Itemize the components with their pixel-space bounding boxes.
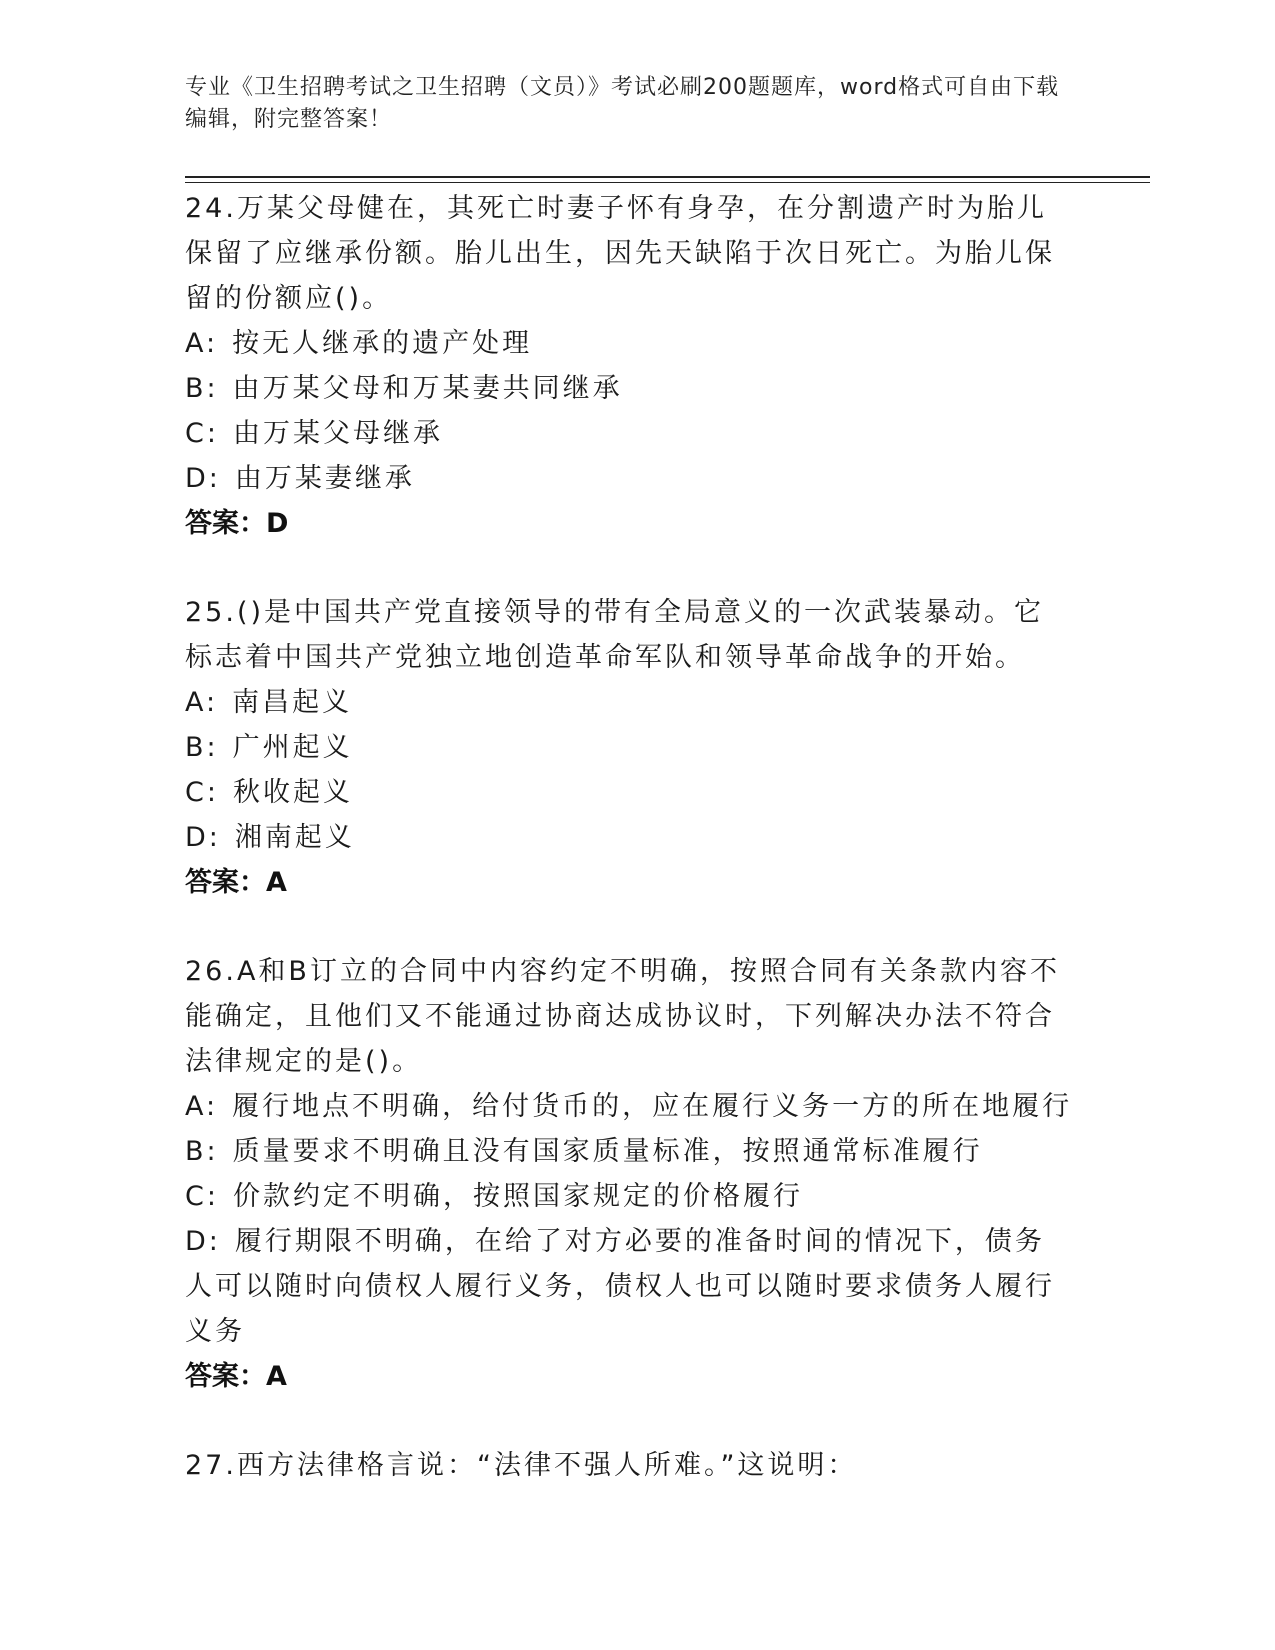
option-text: 由万某父母和万某妻共同继承 [232, 373, 623, 404]
option-text: 南昌起义 [232, 687, 353, 718]
option-key: C: [185, 1181, 219, 1212]
question-text [185, 186, 1065, 321]
question-24 [185, 186, 1145, 546]
question-25 [185, 590, 1145, 905]
option-key: D: [185, 463, 221, 494]
spacer [185, 1399, 1145, 1443]
option-key: A: [185, 687, 219, 718]
option-text: 由万某父母继承 [232, 418, 443, 449]
question-26 [185, 949, 1145, 1399]
option-key: B: [185, 1136, 219, 1167]
option-b [185, 725, 1145, 770]
option-text: 履行期限不明确，在给了对方必要的准备时间的情况下，债务人可以随时向债权人履行义务，债权人也可以随时要求债务人履行义务 [185, 1226, 1055, 1347]
option-c [185, 411, 1145, 456]
option-d [185, 815, 1145, 860]
answer: 答案：A [185, 867, 287, 898]
option-text: 由万某妻继承 [234, 463, 415, 494]
question-27 [185, 1443, 1145, 1488]
option-b [185, 366, 1145, 411]
question-body: 万某父母健在，其死亡时妻子怀有身孕，在分割遗产时为胎儿保留了应继承份额。胎儿出生，因先天缺陷于次日死亡。为胎儿保留的份额应()。 [185, 193, 1055, 314]
question-text [185, 949, 1065, 1084]
question-number: 26. [185, 956, 237, 987]
question-number: 24. [185, 193, 237, 224]
option-text: 质量要求不明确且没有国家质量标准，按照通常标准履行 [232, 1136, 983, 1167]
option-text: 秋收起义 [232, 777, 353, 808]
spacer [185, 905, 1145, 949]
option-key: A: [185, 1091, 219, 1122]
question-body: A和B订立的合同中内容约定不明确，按照合同有关条款内容不能确定，且他们又不能通过协商达成协议时，下列解决办法不符合法律规定的是()。 [185, 956, 1060, 1077]
option-text: 广州起义 [232, 732, 353, 763]
question-body: 西方法律格言说：“法律不强人所难。”这说明： [236, 1450, 858, 1481]
option-a [185, 680, 1145, 725]
option-d [185, 1219, 1065, 1354]
question-number: 27. [185, 1450, 237, 1481]
option-key: D: [185, 1226, 221, 1257]
question-text [185, 1443, 1065, 1488]
option-key: B: [185, 373, 219, 404]
option-text: 履行地点不明确，给付货币的，应在履行义务一方的所在地履行 [232, 1091, 1073, 1122]
spacer [185, 546, 1145, 590]
document-header: 专业《卫生招聘考试之卫生招聘（文员）》考试必刷200题题库，word格式可自由下载编辑，附完整答案！ [185, 75, 1060, 132]
option-c [185, 770, 1145, 815]
option-key: D: [185, 822, 221, 853]
question-number: 25. [185, 597, 237, 628]
option-a [185, 1084, 1145, 1129]
answer: 答案：A [185, 1361, 287, 1392]
header-divider-thick [185, 176, 1150, 178]
option-b [185, 1129, 1145, 1174]
answer: 答案：D [185, 508, 289, 539]
option-key: C: [185, 418, 219, 449]
option-text: 湘南起义 [234, 822, 355, 853]
option-key: C: [185, 777, 219, 808]
question-text [185, 590, 1065, 680]
option-key: A: [185, 328, 219, 359]
option-key: B: [185, 732, 219, 763]
header-divider-thin [185, 182, 1150, 183]
question-list [185, 186, 1145, 1488]
option-text: 价款约定不明确，按照国家规定的价格履行 [232, 1181, 803, 1212]
option-text: 按无人继承的遗产处理 [232, 328, 533, 359]
option-d [185, 456, 1145, 501]
question-body: ()是中国共产党直接领导的带有全局意义的一次武装暴动。它标志着中国共产党独立地创造革命军队和领导革命战争的开始。 [185, 597, 1045, 673]
option-a [185, 321, 1145, 366]
option-c [185, 1174, 1145, 1219]
